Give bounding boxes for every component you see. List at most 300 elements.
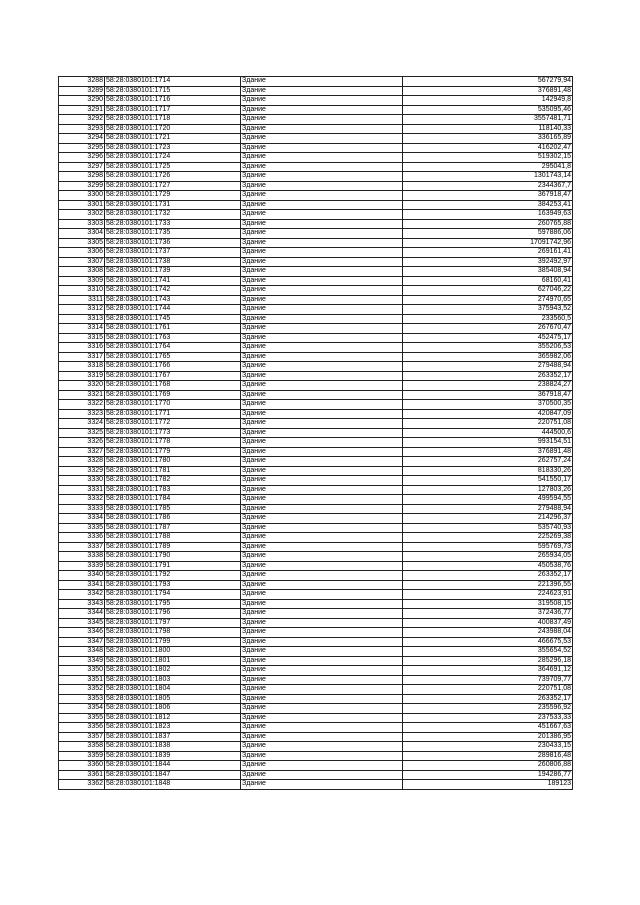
table-row <box>59 447 573 457</box>
table-row <box>59 580 573 590</box>
object-type-cell: Здание <box>241 314 403 324</box>
cadastral-number-cell: 58:28:0380101:1796 <box>105 609 241 619</box>
row-number-cell: 3330 <box>59 476 105 486</box>
object-type-cell: Здание <box>241 286 403 296</box>
table-row <box>59 628 573 638</box>
row-number-cell: 3308 <box>59 267 105 277</box>
row-number-cell: 3293 <box>59 124 105 134</box>
row-number-cell: 3310 <box>59 286 105 296</box>
object-type-cell: Здание <box>241 685 403 695</box>
table-row <box>59 134 573 144</box>
row-number-cell: 3327 <box>59 447 105 457</box>
table-body <box>59 77 573 790</box>
cadastral-number-cell: 58:28:0380101:1733 <box>105 219 241 229</box>
row-number-cell: 3324 <box>59 419 105 429</box>
row-number-cell: 3317 <box>59 352 105 362</box>
row-number-cell: 3339 <box>59 561 105 571</box>
object-type-cell: Здание <box>241 694 403 704</box>
object-type-cell: Здание <box>241 295 403 305</box>
table-row <box>59 181 573 191</box>
row-number-cell: 3362 <box>59 780 105 790</box>
cadastral-value-cell: 420847,09 <box>403 409 573 419</box>
row-number-cell: 3325 <box>59 428 105 438</box>
row-number-cell: 3347 <box>59 637 105 647</box>
cadastral-number-cell: 58:28:0380101:1768 <box>105 381 241 391</box>
row-number-cell: 3297 <box>59 162 105 172</box>
cadastral-number-cell: 58:28:0380101:1847 <box>105 770 241 780</box>
object-type-cell: Здание <box>241 666 403 676</box>
row-number-cell: 3350 <box>59 666 105 676</box>
row-number-cell: 3341 <box>59 580 105 590</box>
row-number-cell: 3320 <box>59 381 105 391</box>
cadastral-value-cell: 355654,52 <box>403 647 573 657</box>
cadastral-number-cell: 58:28:0380101:1770 <box>105 400 241 410</box>
table-row <box>59 352 573 362</box>
row-number-cell: 3316 <box>59 343 105 353</box>
table-row <box>59 542 573 552</box>
row-number-cell: 3328 <box>59 457 105 467</box>
cadastral-value-cell: 262757,24 <box>403 457 573 467</box>
table-row <box>59 761 573 771</box>
cadastral-value-cell: 214296,37 <box>403 514 573 524</box>
row-number-cell: 3321 <box>59 390 105 400</box>
cadastral-number-cell: 58:28:0380101:1773 <box>105 428 241 438</box>
row-number-cell: 3353 <box>59 694 105 704</box>
object-type-cell: Здание <box>241 96 403 106</box>
table-row <box>59 666 573 676</box>
object-type-cell: Здание <box>241 751 403 761</box>
object-type-cell: Здание <box>241 761 403 771</box>
object-type-cell: Здание <box>241 618 403 628</box>
table-row <box>59 172 573 182</box>
cadastral-value-cell: 225269,38 <box>403 533 573 543</box>
table-row <box>59 77 573 87</box>
object-type-cell: Здание <box>241 210 403 220</box>
object-type-cell: Здание <box>241 276 403 286</box>
cadastral-number-cell: 58:28:0380101:1794 <box>105 590 241 600</box>
object-type-cell: Здание <box>241 172 403 182</box>
table-row <box>59 200 573 210</box>
row-number-cell: 3307 <box>59 257 105 267</box>
table-row <box>59 362 573 372</box>
cadastral-number-cell: 58:28:0380101:1715 <box>105 86 241 96</box>
cadastral-value-cell: 367918,47 <box>403 191 573 201</box>
cadastral-number-cell: 58:28:0380101:1783 <box>105 485 241 495</box>
cadastral-number-cell: 58:28:0380101:1721 <box>105 134 241 144</box>
row-number-cell: 3314 <box>59 324 105 334</box>
row-number-cell: 3299 <box>59 181 105 191</box>
object-type-cell: Здание <box>241 333 403 343</box>
table-row <box>59 571 573 581</box>
table-row <box>59 115 573 125</box>
cadastral-value-cell: 274970,65 <box>403 295 573 305</box>
row-number-cell: 3359 <box>59 751 105 761</box>
table-row <box>59 618 573 628</box>
row-number-cell: 3313 <box>59 314 105 324</box>
table-row <box>59 609 573 619</box>
table-row <box>59 694 573 704</box>
table-row <box>59 656 573 666</box>
cadastral-number-cell: 58:28:0380101:1763 <box>105 333 241 343</box>
row-number-cell: 3304 <box>59 229 105 239</box>
table-row <box>59 723 573 733</box>
cadastral-value-cell: 194286,77 <box>403 770 573 780</box>
cadastral-value-cell: 416202,47 <box>403 143 573 153</box>
table-row <box>59 324 573 334</box>
row-number-cell: 3305 <box>59 238 105 248</box>
object-type-cell: Здание <box>241 200 403 210</box>
row-number-cell: 3352 <box>59 685 105 695</box>
row-number-cell: 3294 <box>59 134 105 144</box>
table-row <box>59 704 573 714</box>
cadastral-value-table <box>58 76 573 790</box>
cadastral-value-cell: 450538,76 <box>403 561 573 571</box>
cadastral-number-cell: 58:28:0380101:1718 <box>105 115 241 125</box>
cadastral-number-cell: 58:28:0380101:1801 <box>105 656 241 666</box>
cadastral-value-cell: 370500,35 <box>403 400 573 410</box>
table-row <box>59 428 573 438</box>
cadastral-value-cell: 595769,73 <box>403 542 573 552</box>
row-number-cell: 3348 <box>59 647 105 657</box>
table-row <box>59 210 573 220</box>
table-row <box>59 267 573 277</box>
table-row <box>59 780 573 790</box>
table-row <box>59 476 573 486</box>
object-type-cell: Здание <box>241 267 403 277</box>
row-number-cell: 3329 <box>59 466 105 476</box>
object-type-cell: Здание <box>241 780 403 790</box>
row-number-cell: 3346 <box>59 628 105 638</box>
cadastral-value-cell: 336165,89 <box>403 134 573 144</box>
object-type-cell: Здание <box>241 704 403 714</box>
cadastral-value-cell: 17091742,96 <box>403 238 573 248</box>
object-type-cell: Здание <box>241 466 403 476</box>
row-number-cell: 3343 <box>59 599 105 609</box>
object-type-cell: Здание <box>241 324 403 334</box>
cadastral-number-cell: 58:28:0380101:1781 <box>105 466 241 476</box>
table-row <box>59 485 573 495</box>
cadastral-number-cell: 58:28:0380101:1803 <box>105 675 241 685</box>
cadastral-number-cell: 58:28:0380101:1745 <box>105 314 241 324</box>
object-type-cell: Здание <box>241 181 403 191</box>
cadastral-value-cell: 279488,94 <box>403 504 573 514</box>
object-type-cell: Здание <box>241 77 403 87</box>
cadastral-value-cell: 541550,17 <box>403 476 573 486</box>
cadastral-number-cell: 58:28:0380101:1765 <box>105 352 241 362</box>
table-row <box>59 143 573 153</box>
object-type-cell: Здание <box>241 343 403 353</box>
cadastral-value-cell: 376891,48 <box>403 447 573 457</box>
object-type-cell: Здание <box>241 723 403 733</box>
table-row <box>59 685 573 695</box>
cadastral-number-cell: 58:28:0380101:1736 <box>105 238 241 248</box>
row-number-cell: 3332 <box>59 495 105 505</box>
object-type-cell: Здание <box>241 732 403 742</box>
table-row <box>59 86 573 96</box>
cadastral-number-cell: 58:28:0380101:1738 <box>105 257 241 267</box>
table-row <box>59 504 573 514</box>
object-type-cell: Здание <box>241 371 403 381</box>
cadastral-value-cell: 235596,92 <box>403 704 573 714</box>
row-number-cell: 3295 <box>59 143 105 153</box>
cadastral-value-cell: 279488,94 <box>403 362 573 372</box>
row-number-cell: 3302 <box>59 210 105 220</box>
object-type-cell: Здание <box>241 571 403 581</box>
object-type-cell: Здание <box>241 523 403 533</box>
cadastral-value-cell: 452475,17 <box>403 333 573 343</box>
cadastral-value-cell: 375943,52 <box>403 305 573 315</box>
table-row <box>59 409 573 419</box>
cadastral-value-cell: 1301743,14 <box>403 172 573 182</box>
cadastral-number-cell: 58:28:0380101:1782 <box>105 476 241 486</box>
table-row <box>59 305 573 315</box>
object-type-cell: Здание <box>241 115 403 125</box>
row-number-cell: 3309 <box>59 276 105 286</box>
row-number-cell: 3296 <box>59 153 105 163</box>
object-type-cell: Здание <box>241 134 403 144</box>
object-type-cell: Здание <box>241 438 403 448</box>
table-row <box>59 523 573 533</box>
object-type-cell: Здание <box>241 257 403 267</box>
row-number-cell: 3349 <box>59 656 105 666</box>
table-row <box>59 552 573 562</box>
table-row <box>59 124 573 134</box>
cadastral-value-cell: 367918,47 <box>403 390 573 400</box>
row-number-cell: 3326 <box>59 438 105 448</box>
cadastral-number-cell: 58:28:0380101:1764 <box>105 343 241 353</box>
object-type-cell: Здание <box>241 742 403 752</box>
cadastral-value-cell: 466675,53 <box>403 637 573 647</box>
cadastral-number-cell: 58:28:0380101:1802 <box>105 666 241 676</box>
table-row <box>59 191 573 201</box>
cadastral-number-cell: 58:28:0380101:1771 <box>105 409 241 419</box>
table-row <box>59 590 573 600</box>
row-number-cell: 3301 <box>59 200 105 210</box>
row-number-cell: 3356 <box>59 723 105 733</box>
cadastral-value-cell: 68160,41 <box>403 276 573 286</box>
table-row <box>59 276 573 286</box>
cadastral-value-cell: 263352,17 <box>403 371 573 381</box>
cadastral-value-cell: 127803,26 <box>403 485 573 495</box>
object-type-cell: Здание <box>241 447 403 457</box>
object-type-cell: Здание <box>241 390 403 400</box>
row-number-cell: 3306 <box>59 248 105 258</box>
row-number-cell: 3300 <box>59 191 105 201</box>
object-type-cell: Здание <box>241 580 403 590</box>
row-number-cell: 3318 <box>59 362 105 372</box>
table-row <box>59 400 573 410</box>
cadastral-number-cell: 58:28:0380101:1732 <box>105 210 241 220</box>
cadastral-value-cell: 818330,26 <box>403 466 573 476</box>
cadastral-number-cell: 58:28:0380101:1766 <box>105 362 241 372</box>
object-type-cell: Здание <box>241 229 403 239</box>
row-number-cell: 3338 <box>59 552 105 562</box>
row-number-cell: 3355 <box>59 713 105 723</box>
cadastral-value-cell: 519302,15 <box>403 153 573 163</box>
cadastral-value-cell: 260765,88 <box>403 219 573 229</box>
table-row <box>59 438 573 448</box>
cadastral-number-cell: 58:28:0380101:1769 <box>105 390 241 400</box>
cadastral-number-cell: 58:28:0380101:1780 <box>105 457 241 467</box>
row-number-cell: 3335 <box>59 523 105 533</box>
cadastral-number-cell: 58:28:0380101:1743 <box>105 295 241 305</box>
object-type-cell: Здание <box>241 191 403 201</box>
cadastral-value-cell: 230433,15 <box>403 742 573 752</box>
row-number-cell: 3298 <box>59 172 105 182</box>
cadastral-value-cell: 392492,97 <box>403 257 573 267</box>
cadastral-number-cell: 58:28:0380101:1848 <box>105 780 241 790</box>
row-number-cell: 3303 <box>59 219 105 229</box>
cadastral-value-cell: 739709,77 <box>403 675 573 685</box>
cadastral-number-cell: 58:28:0380101:1727 <box>105 181 241 191</box>
object-type-cell: Здание <box>241 514 403 524</box>
cadastral-number-cell: 58:28:0380101:1798 <box>105 628 241 638</box>
cadastral-number-cell: 58:28:0380101:1741 <box>105 276 241 286</box>
cadastral-value-cell: 263352,17 <box>403 571 573 581</box>
cadastral-value-cell: 260806,88 <box>403 761 573 771</box>
row-number-cell: 3291 <box>59 105 105 115</box>
table-row <box>59 295 573 305</box>
cadastral-value-cell: 265934,05 <box>403 552 573 562</box>
cadastral-number-cell: 58:28:0380101:1784 <box>105 495 241 505</box>
object-type-cell: Здание <box>241 504 403 514</box>
table-row <box>59 742 573 752</box>
object-type-cell: Здание <box>241 124 403 134</box>
object-type-cell: Здание <box>241 552 403 562</box>
row-number-cell: 3333 <box>59 504 105 514</box>
cadastral-value-cell: 355206,53 <box>403 343 573 353</box>
row-number-cell: 3315 <box>59 333 105 343</box>
cadastral-number-cell: 58:28:0380101:1737 <box>105 248 241 258</box>
cadastral-value-cell: 221396,55 <box>403 580 573 590</box>
table-row <box>59 381 573 391</box>
cadastral-value-cell: 285296,18 <box>403 656 573 666</box>
object-type-cell: Здание <box>241 609 403 619</box>
row-number-cell: 3289 <box>59 86 105 96</box>
row-number-cell: 3351 <box>59 675 105 685</box>
cadastral-value-cell: 993154,51 <box>403 438 573 448</box>
cadastral-value-cell: 319508,15 <box>403 599 573 609</box>
object-type-cell: Здание <box>241 476 403 486</box>
table-row <box>59 333 573 343</box>
cadastral-value-cell: 289816,48 <box>403 751 573 761</box>
cadastral-number-cell: 58:28:0380101:1812 <box>105 713 241 723</box>
cadastral-number-cell: 58:28:0380101:1726 <box>105 172 241 182</box>
row-number-cell: 3290 <box>59 96 105 106</box>
row-number-cell: 3345 <box>59 618 105 628</box>
row-number-cell: 3319 <box>59 371 105 381</box>
cadastral-number-cell: 58:28:0380101:1731 <box>105 200 241 210</box>
table-row <box>59 732 573 742</box>
row-number-cell: 3360 <box>59 761 105 771</box>
table-row <box>59 238 573 248</box>
table-row <box>59 495 573 505</box>
table-row <box>59 514 573 524</box>
object-type-cell: Здание <box>241 561 403 571</box>
row-number-cell: 3344 <box>59 609 105 619</box>
object-type-cell: Здание <box>241 647 403 657</box>
cadastral-number-cell: 58:28:0380101:1790 <box>105 552 241 562</box>
object-type-cell: Здание <box>241 419 403 429</box>
cadastral-value-cell: 118140,33 <box>403 124 573 134</box>
cadastral-value-cell: 237533,33 <box>403 713 573 723</box>
cadastral-number-cell: 58:28:0380101:1739 <box>105 267 241 277</box>
cadastral-number-cell: 58:28:0380101:1805 <box>105 694 241 704</box>
row-number-cell: 3361 <box>59 770 105 780</box>
object-type-cell: Здание <box>241 533 403 543</box>
cadastral-number-cell: 58:28:0380101:1839 <box>105 751 241 761</box>
cadastral-value-cell: 365982,06 <box>403 352 573 362</box>
cadastral-number-cell: 58:28:0380101:1779 <box>105 447 241 457</box>
cadastral-value-cell: 376891,48 <box>403 86 573 96</box>
cadastral-number-cell: 58:28:0380101:1792 <box>105 571 241 581</box>
object-type-cell: Здание <box>241 675 403 685</box>
cadastral-number-cell: 58:28:0380101:1797 <box>105 618 241 628</box>
cadastral-value-cell: 2344367,7 <box>403 181 573 191</box>
table-row <box>59 419 573 429</box>
cadastral-number-cell: 58:28:0380101:1723 <box>105 143 241 153</box>
object-type-cell: Здание <box>241 485 403 495</box>
table-row <box>59 561 573 571</box>
row-number-cell: 3288 <box>59 77 105 87</box>
cadastral-number-cell: 58:28:0380101:1724 <box>105 153 241 163</box>
cadastral-value-cell: 267670,47 <box>403 324 573 334</box>
table-row <box>59 457 573 467</box>
table-row <box>59 162 573 172</box>
cadastral-value-cell: 233560,5 <box>403 314 573 324</box>
object-type-cell: Здание <box>241 86 403 96</box>
table-row <box>59 153 573 163</box>
table-row <box>59 257 573 267</box>
object-type-cell: Здание <box>241 656 403 666</box>
object-type-cell: Здание <box>241 590 403 600</box>
object-type-cell: Здание <box>241 153 403 163</box>
object-type-cell: Здание <box>241 362 403 372</box>
table-row <box>59 647 573 657</box>
object-type-cell: Здание <box>241 428 403 438</box>
cadastral-number-cell: 58:28:0380101:1772 <box>105 419 241 429</box>
cadastral-number-cell: 58:28:0380101:1717 <box>105 105 241 115</box>
object-type-cell: Здание <box>241 219 403 229</box>
cadastral-value-cell: 627046,22 <box>403 286 573 296</box>
row-number-cell: 3358 <box>59 742 105 752</box>
object-type-cell: Здание <box>241 143 403 153</box>
table-row <box>59 770 573 780</box>
object-type-cell: Здание <box>241 495 403 505</box>
cadastral-number-cell: 58:28:0380101:1804 <box>105 685 241 695</box>
cadastral-value-cell: 201386,95 <box>403 732 573 742</box>
table-row <box>59 599 573 609</box>
row-number-cell: 3340 <box>59 571 105 581</box>
object-type-cell: Здание <box>241 770 403 780</box>
table-row <box>59 314 573 324</box>
cadastral-value-cell: 142949,8 <box>403 96 573 106</box>
cadastral-value-cell: 384253,41 <box>403 200 573 210</box>
cadastral-value-cell: 220751,08 <box>403 685 573 695</box>
cadastral-number-cell: 58:28:0380101:1837 <box>105 732 241 742</box>
cadastral-value-cell: 263352,17 <box>403 694 573 704</box>
object-type-cell: Здание <box>241 409 403 419</box>
cadastral-value-cell: 238824,27 <box>403 381 573 391</box>
object-type-cell: Здание <box>241 628 403 638</box>
cadastral-number-cell: 58:28:0380101:1791 <box>105 561 241 571</box>
cadastral-value-cell: 372436,77 <box>403 609 573 619</box>
cadastral-value-cell: 364691,12 <box>403 666 573 676</box>
object-type-cell: Здание <box>241 637 403 647</box>
cadastral-value-cell: 451667,63 <box>403 723 573 733</box>
cadastral-number-cell: 58:28:0380101:1778 <box>105 438 241 448</box>
object-type-cell: Здание <box>241 381 403 391</box>
